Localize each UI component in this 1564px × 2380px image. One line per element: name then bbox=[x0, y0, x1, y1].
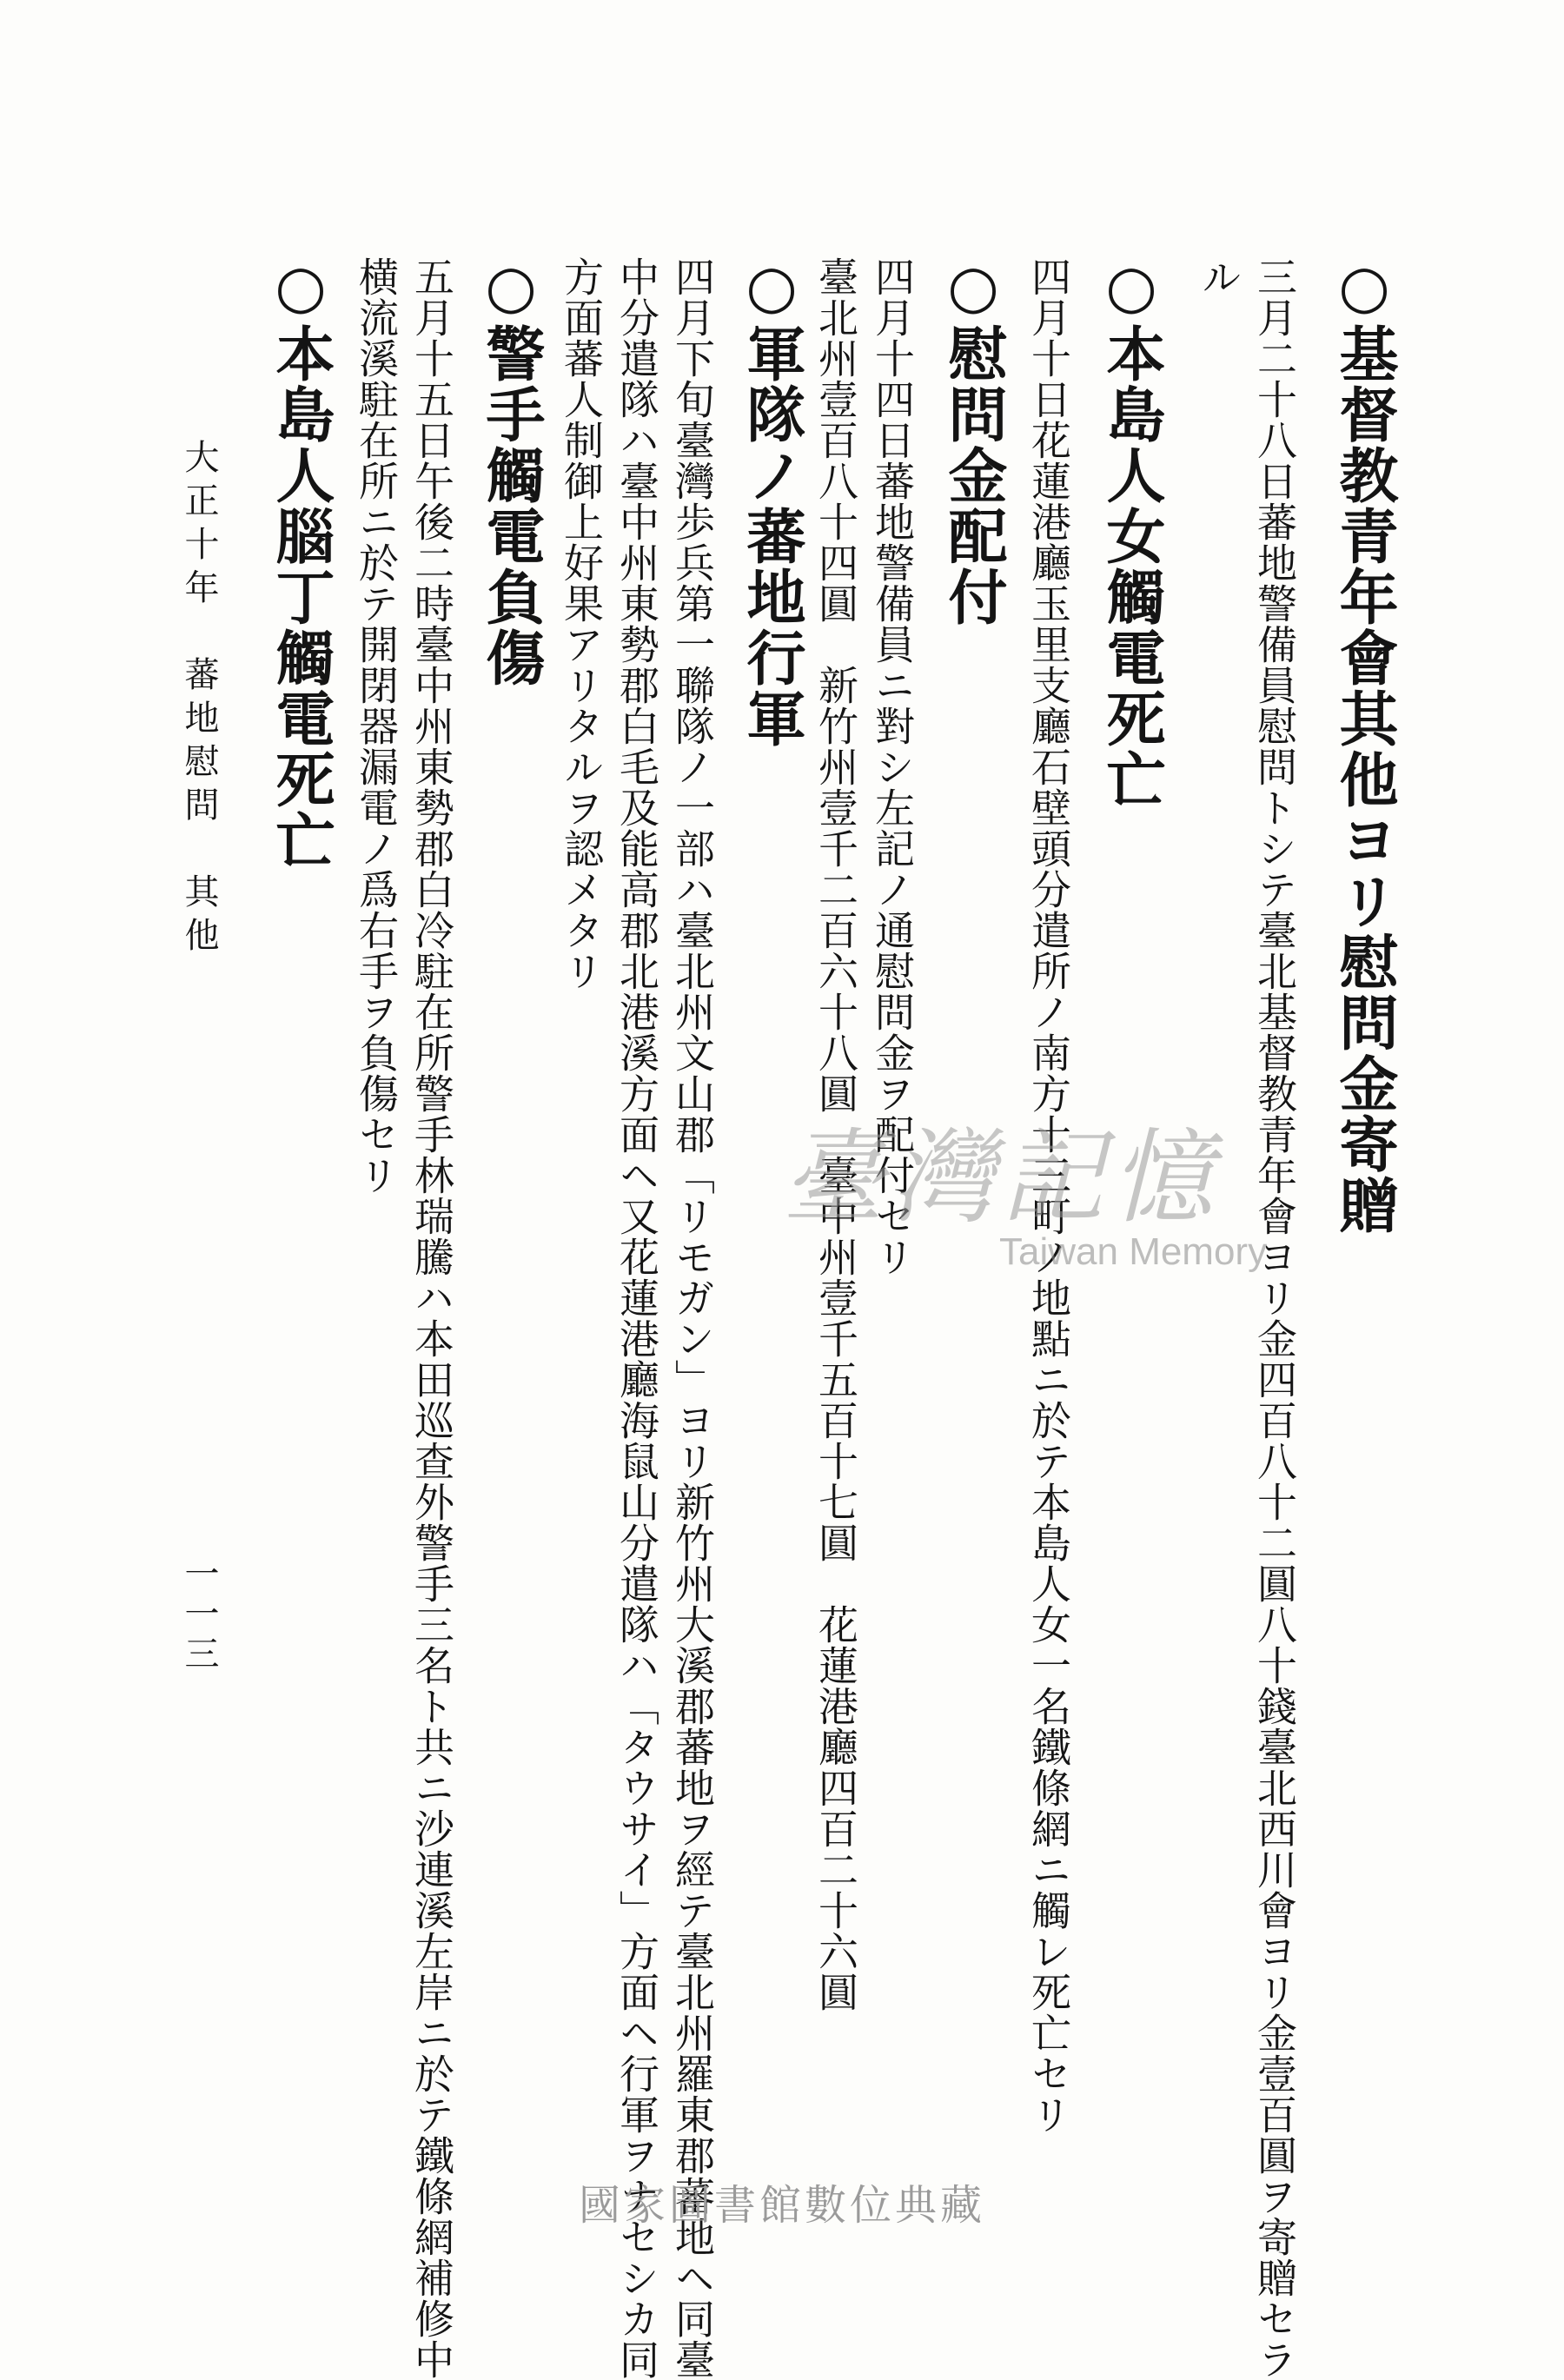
section-heading: ○本島人腦丁觸電死亡 bbox=[266, 252, 335, 871]
section-heading: ○慰問金配付 bbox=[938, 252, 1008, 627]
watermark-latin-text: Taiwan Memory bbox=[999, 1230, 1268, 1273]
section-text-line: 四月下旬臺灣歩兵第一聯隊ノ一部ハ臺北州文山郡「リモガン」ヨリ新竹州大溪郡蕃地ヲ經テ臺北州羅東郡蕃地ヘ同臺 bbox=[669, 256, 716, 2380]
section-text-line: 方面蕃人制御上好果アリタルヲ認メタリ bbox=[558, 256, 605, 991]
section-text-line: 四月十日花蓮港廳玉里支廳石壁頭分遣所ノ南方十三町ノ地點ニ於テ本島人女一名鐵條網ニ觸レ死亡セリ bbox=[1025, 256, 1072, 2135]
library-label: 國家圖書館數位典藏 bbox=[578, 2181, 985, 2230]
section-text-line: 横流溪駐在所ニ於テ開閉器漏電ノ爲右手ヲ負傷セリ bbox=[353, 256, 400, 1196]
section-heading: ○警手觸電負傷 bbox=[476, 252, 546, 688]
section-text-line: 五月十五日午後二時臺中州東勢郡白冷駐在所警手林瑞騰ハ本田巡查外警手三名ト共ニ沙連溪左岸ニ於テ鐵條網補修中 bbox=[408, 256, 455, 2380]
section-text-line: 四月十四日蕃地警備員ニ對シ左記ノ通慰問金ヲ配付セリ bbox=[869, 256, 916, 1277]
section-text-line: ル bbox=[1196, 256, 1243, 297]
section-heading: ○基督教青年會其他ヨリ慰問金寄贈 bbox=[1329, 252, 1399, 1236]
watermark-logo bbox=[782, 1117, 1268, 1295]
section-text-line: 三月二十八日蕃地警備員慰問トシテ臺北基督教青年會ヨリ金四百八十二圓八十錢臺北西川會ヨリ金壹百圓ヲ寄贈セラ bbox=[1251, 256, 1298, 2380]
section-heading: ○軍隊ノ蕃地行軍 bbox=[737, 252, 806, 749]
running-footer-title: 大正十年 蕃地慰問 其他 bbox=[179, 439, 219, 960]
section-text-line: 臺北州壹百八十四圓 新竹州壹千二百六十八圓 臺中州壹千五百十七圓 花蓮港廳四百二十六圓 bbox=[812, 256, 859, 2012]
section-heading: ○本島人女觸電死亡 bbox=[1097, 252, 1166, 810]
page-number: 一一三 bbox=[179, 1555, 219, 1675]
watermark-chinese-text: 臺灣記憶 bbox=[782, 1117, 1221, 1237]
section-text-line: 中分遣隊ハ臺中州東勢郡白毛及能高郡北港溪方面ヘ又花蓮港廳海鼠山分遣隊ハ「タウサイ」方面ヘ行軍ヲナセシカ同 bbox=[613, 256, 660, 2380]
